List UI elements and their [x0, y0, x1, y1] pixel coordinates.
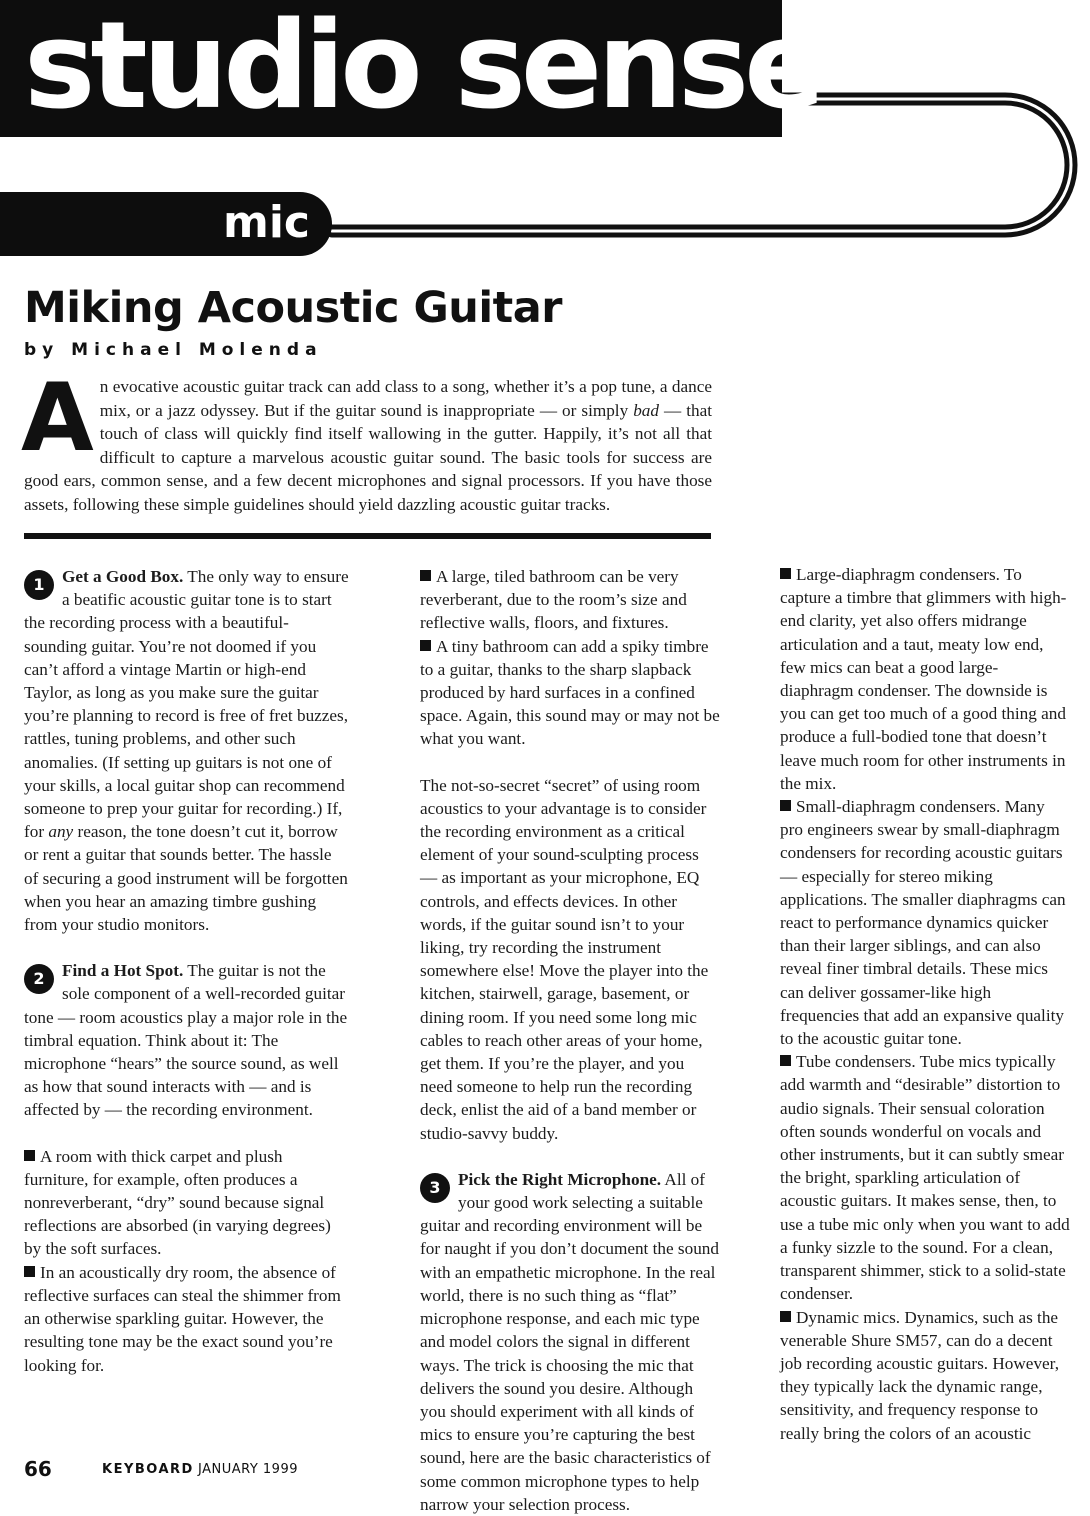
issue-date: JANUARY 1999: [198, 1462, 298, 1477]
step-number-3-icon: 3: [420, 1173, 450, 1203]
room-bullet-text: In an acoustically dry room, the absence of reflective surfaces can steal the shimmer from an otherwise sparkling guitar. However, the resulting tone may be the exact sound you’re looking for.: [24, 1262, 341, 1375]
tip-2-heading: Find a Hot Spot.: [62, 961, 184, 981]
bullet-square-icon: [780, 1055, 791, 1066]
column-3: [780, 376, 1070, 1445]
intro-paragraph: [21, 364, 712, 517]
step-number-2-icon: 2: [24, 964, 54, 994]
tip-3: [420, 1168, 720, 1516]
divider-rule: [24, 533, 711, 539]
intro-emphasis: bad: [633, 400, 659, 420]
tip-3-text: All of your good work selecting a suitable guitar and recording environment will be for naught if you don’t document the sound with an empathetic microphone. In the real world, there is no such thing as “flat” microphone response, and each mic type and model colors the signal in different ways. The trick is choosing the mic that delivers the sound you desire. Although you should experiment with all kinds of mics to ensure you’re capturing the best sound, here are the basic characteristics of some common microphone types to help narrow your selection process.: [420, 1169, 719, 1514]
mic-bullet: [780, 795, 1070, 1050]
bullet-square-icon: [780, 568, 791, 579]
room-bullet-text: A room with thick carpet and plush furniture, for example, often produces a nonreverberant, “dry” sound because signal reflections are absorbed (in varying degrees) by the soft surfaces.: [24, 1146, 331, 1259]
masthead-title: studio sense: [24, 0, 821, 136]
tip-1-emphasis: any: [48, 822, 74, 842]
publication-name: KEYBOARD: [102, 1462, 194, 1477]
step-number-1-icon: 1: [24, 570, 54, 600]
bullet-square-icon: [420, 640, 431, 651]
tip-2-text: The guitar is not the sole component of a well-recorded guitar tone — room acoustics play a major role in the timbral equation. Think about it: The microphone “hears” the source sound, as well as how that sound interacts with — and is affected by — the recording environment.: [24, 961, 348, 1120]
tip-1-text-part2: reason, the tone doesn’t cut it, borrow or rent a guitar that sounds better. The hassle of securing a good instrument will be forgotten when you hear an amazing timbre gushing from your studio monitors.: [24, 822, 348, 935]
drop-cap: A: [21, 364, 94, 473]
page-number: 66: [24, 1457, 52, 1481]
bullet-square-icon: [780, 800, 791, 811]
mic-bullet-text: Small-diaphragm condensers. Many pro engineers swear by small-diaphragm condensers for recording acoustic guitars — especially for stereo miking applications. The smaller diaphragms can react to performance dynamics quicker than their larger siblings, and can also reveal finer timbral details. These mics can deliver gossamer-like high frequencies that add an expansive quality to the acoustic guitar tone.: [780, 797, 1066, 1049]
column-2: [420, 565, 720, 1516]
tip-3-heading: Pick the Right Microphone.: [458, 1169, 662, 1189]
article-title: Miking Acoustic Guitar: [24, 283, 562, 333]
room-bullet: [420, 635, 720, 751]
room-bullet: [24, 1261, 350, 1377]
mic-bullet: [780, 1050, 1070, 1305]
tip-1: [24, 565, 350, 936]
mic-bullet-text: Tube condensers. Tube mics typically add warmth and “desirable” distortion to audio signals. Their sensual coloration often sounds wonderful on vocals and other instruments, but it can subtly smear the bright, sparkling articulation of acoustic guitars. It makes sense, then, to use a tube mic only when you want to add a funky sizzle to the sound. For a clean, transparent shimmer, stick to a solid-state condenser.: [780, 1052, 1070, 1304]
intro-text-part2: — that touch of class will quickly find itself wallowing in the gutter. Happily, it’s not all that difficult to capture a marvelous acoustic guitar sound. The basic tools for success are good ears, common sense, and a few decent microphones and signal processors. If you have those assets, following these simple guidelines should yield dazzling acoustic guitar tracks.: [24, 400, 712, 514]
room-bullet-text: A tiny bathroom can add a spiky timbre to a guitar, thanks to the sharp slapback produced by hard surfaces in a confined space. Again, this sound may or may not be what you want.: [420, 636, 720, 749]
bullet-square-icon: [24, 1150, 35, 1161]
section-label: mic: [222, 197, 310, 248]
section-tab: [0, 192, 332, 256]
room-bullet: [24, 1145, 350, 1261]
tip-2-closing: The not-so-secret “secret” of using room acoustics to your advantage is to consider the recording environment as a critical element of your sound-sculpting process — as important as your microphone, EQ controls, and effects devices. In other words, if the guitar sound isn’t to your liking, try recording the instrument somewhere else! Move the player into the kitchen, stairwell, garage, basement, or dining room. If you need some long mic cables to reach other areas of your home, get them. If you’re the player, and you need someone to help run the recording deck, enlist the aid of a band member or studio-savvy buddy.: [420, 775, 709, 1143]
byline: by Michael Molenda: [24, 340, 323, 360]
mic-bullet-text: Large-diaphragm condensers. To capture a timbre that glimmers with high-end clarity, yet also offers midrange articulation and a taut, meaty low end, few mics can beat a good large-diaphragm condenser. The downside is you can get too much of a good thing and produce a full-bodied tone that doesn’t leave much room for other instruments in the mix.: [780, 565, 1067, 793]
tip-1-text-part1: The only way to ensure a beatific acoustic guitar tone is to start the recording process with a beautiful-sounding guitar. You’re not doomed if you can’t afford a vintage Martin or high-end Taylor, as long as you make sure the guitar you’re planning to record is free of fret buzzes, rattles, tuning problems, and other such anomalies. (If setting up guitars is not one of your skills, a local guitar shop can recommend someone to prep your guitar for recording.) If, for: [24, 567, 349, 842]
masthead-banner: [0, 0, 821, 137]
room-bullet: [420, 565, 720, 635]
room-bullet-text: A large, tiled bathroom can be very reverberant, due to the room’s size and reflective walls, floors, and fixtures.: [420, 567, 687, 633]
mic-bullet: [780, 563, 1070, 795]
mic-bullet: [780, 1306, 1070, 1445]
column-3-spacer: [780, 376, 1070, 563]
column-1: [24, 565, 350, 1377]
bullet-square-icon: [420, 570, 431, 581]
mic-bullet-text: Dynamic mics. Dynamics, such as the venerable Shure SM57, can do a decent job recording acoustic guitars. However, they typically lack the dynamic range, sensitivity, and frequency response to really bring the colors of an acoustic: [780, 1307, 1059, 1443]
intro-text-part1: n evocative acoustic guitar track can add class to a song, whether it’s a pop tune, a dance mix, or a jazz odyssey. But if the guitar sound is inappropriate — or simply: [99, 377, 712, 420]
bullet-square-icon: [24, 1266, 35, 1277]
tip-1-heading: Get a Good Box.: [62, 567, 184, 586]
tip-2: [24, 959, 350, 1121]
bullet-square-icon: [780, 1311, 791, 1322]
